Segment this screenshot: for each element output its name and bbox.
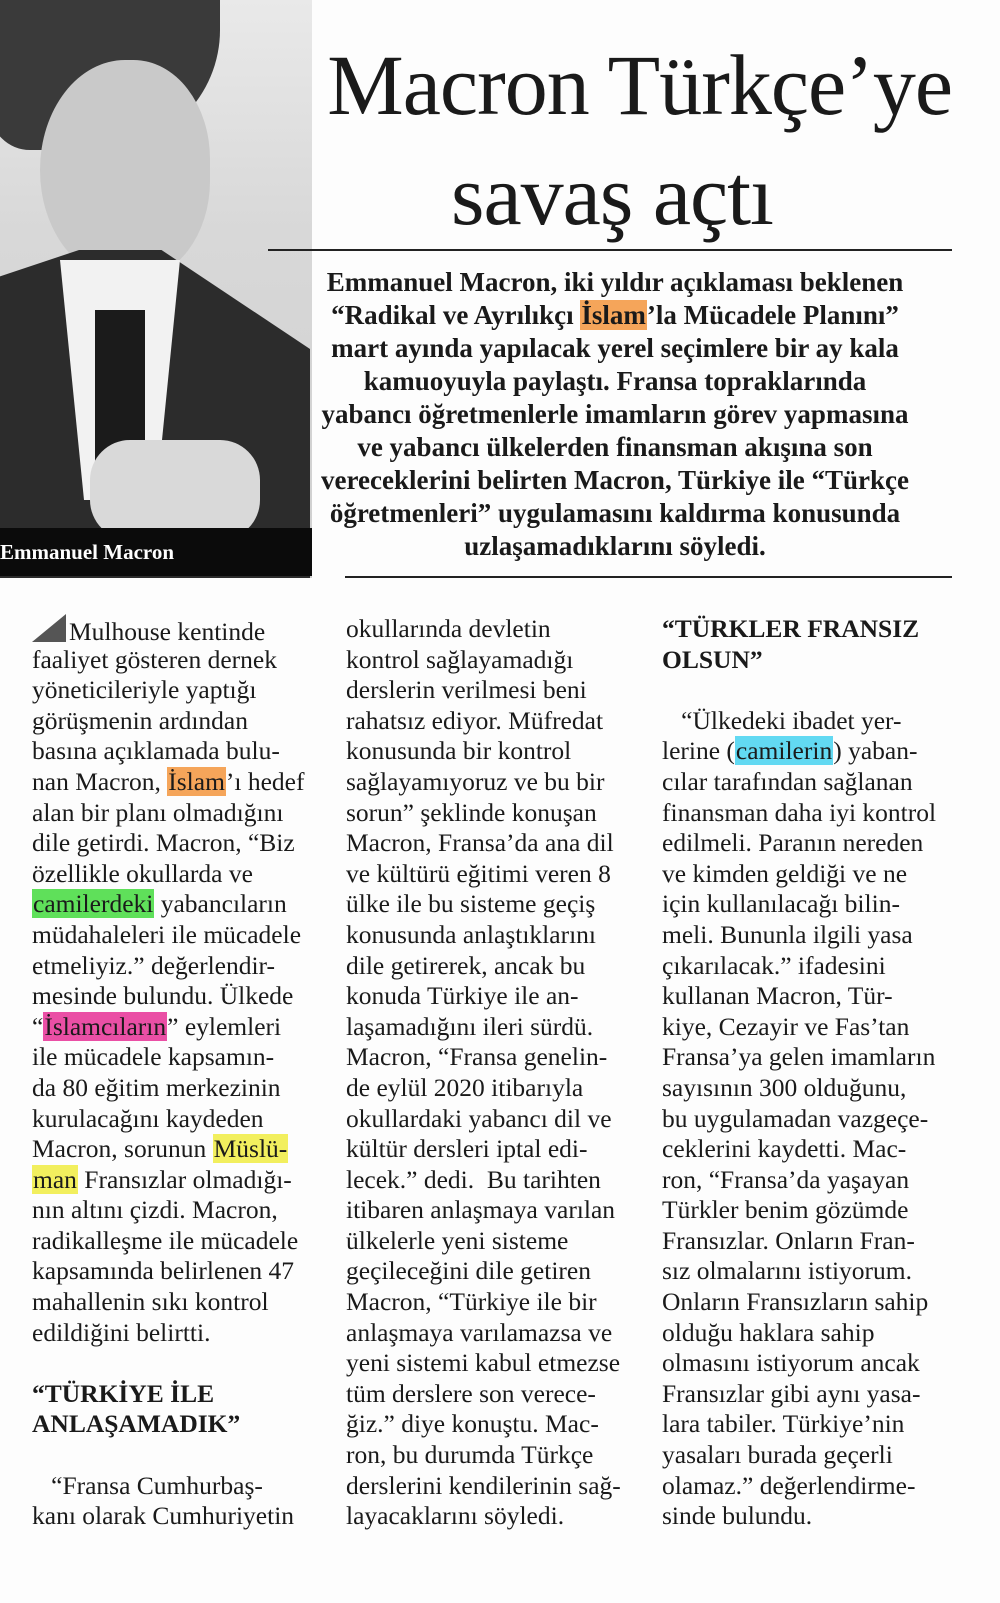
text-line	[32, 981, 332, 1012]
text-line	[346, 1379, 646, 1410]
lede	[270, 266, 960, 563]
text-segment: da 80 eğitim merkezinin	[32, 1072, 281, 1102]
text-segment: için kullanılacağı bilin-	[662, 889, 900, 919]
headline-line-2: savaş açtı	[451, 147, 773, 243]
text-segment: itibaren anlaşmaya varılan	[346, 1195, 616, 1225]
text-line	[32, 889, 332, 920]
text-line	[346, 614, 646, 645]
text-line	[346, 981, 646, 1012]
text-line	[32, 706, 332, 737]
text-line	[662, 828, 962, 859]
text-segment: yasaları burada geçerli	[662, 1440, 893, 1470]
text-segment: vereceklerini belirten Macron, Türkiye ile “Türkçe	[321, 465, 909, 495]
text-segment: anlaşmaya varılamazsa ve	[346, 1317, 613, 1347]
text-segment: olamaz.” değerlendirme-	[662, 1470, 916, 1500]
text-line	[32, 675, 332, 706]
text-line	[346, 798, 646, 829]
text-segment: konusunda anlaştıklarını	[346, 919, 596, 949]
text-segment: kiye, Cezayir ve Fas’tan	[662, 1011, 910, 1041]
text-segment: “Fransa Cumhurbaş-	[32, 1470, 263, 1500]
text-line	[32, 1256, 332, 1287]
text-line	[270, 530, 960, 563]
highlighted-word: camilerin	[735, 736, 833, 766]
text-line	[32, 1287, 332, 1318]
text-line	[346, 1287, 646, 1318]
text-segment: Onların Fransızların sahip	[662, 1287, 929, 1317]
text-line	[346, 1256, 646, 1287]
highlighted-word: İslam	[168, 766, 225, 796]
text-line	[346, 1012, 646, 1043]
text-segment: Emmanuel Macron, iki yıldır açıklaması beklenen	[326, 267, 904, 297]
highlighted-word: İslam	[581, 300, 646, 330]
text-segment: layacaklarını söyledi.	[346, 1501, 565, 1531]
rule-top	[268, 249, 952, 251]
text-segment: de eylül 2020 itibarıyla	[346, 1072, 584, 1102]
text-segment: olduğu haklara sahip	[662, 1317, 875, 1347]
text-segment: lerine (	[662, 736, 735, 766]
text-segment: çıkarılacak.” ifadesini	[662, 950, 886, 980]
text-segment: kapsamında belirlenen 47	[32, 1256, 294, 1286]
text-segment: cılar tarafından sağlanan	[662, 766, 913, 796]
text-segment: yabancı öğretmenlerle imamların görev yapmasına	[321, 399, 909, 429]
text-segment: yabancıların	[154, 889, 287, 919]
photo-caption: Emmanuel Macron	[0, 528, 312, 576]
text-line	[662, 1440, 962, 1471]
text-segment: öğretmenleri” uygulamasını kaldırma konusunda	[329, 498, 901, 528]
column-1	[32, 614, 332, 1532]
text-line	[662, 675, 962, 706]
subheading: “TÜRKLER FRANSIZ	[662, 614, 920, 643]
text-line	[346, 1409, 646, 1440]
text-segment: kurulacağını kaydeden	[32, 1103, 264, 1133]
text-line	[270, 299, 960, 332]
text-segment: Mulhouse kentinde	[69, 617, 266, 646]
text-line	[32, 614, 332, 645]
text-line	[346, 1195, 646, 1226]
text-line	[346, 675, 646, 706]
text-segment: kanı olarak Cumhuriyetin	[32, 1501, 295, 1531]
text-line	[32, 1195, 332, 1226]
subheading: OLSUN”	[662, 644, 763, 674]
text-segment: kullanan Macron, Tür-	[662, 981, 893, 1011]
text-line	[32, 736, 332, 767]
text-line	[662, 767, 962, 798]
headline-line-1: Macron Türkçe’ye	[327, 37, 952, 133]
text-segment: Macron, “Türkiye ile bir	[346, 1287, 597, 1317]
text-segment: olmasını istiyorum ancak	[662, 1348, 920, 1378]
highlighted-word: İslamcıların	[44, 1011, 167, 1041]
text-line	[662, 1104, 962, 1135]
text-line	[662, 798, 962, 829]
text-line	[662, 1287, 962, 1318]
text-segment: ) yaban-	[833, 736, 918, 766]
text-line	[346, 1501, 646, 1532]
text-segment: derslerin verilmesi beni	[346, 675, 587, 705]
text-line	[346, 1073, 646, 1104]
text-line	[662, 1256, 962, 1287]
text-line	[32, 767, 332, 798]
text-line	[662, 1195, 962, 1226]
text-segment: basına açıklamada bulu-	[32, 736, 280, 766]
text-line	[662, 889, 962, 920]
text-line	[662, 1012, 962, 1043]
highlighted-word: camilerdeki	[33, 889, 154, 919]
text-line	[32, 1012, 332, 1043]
text-line	[346, 706, 646, 737]
text-segment: meli. Bununla ilgili yasa	[662, 919, 913, 949]
text-line	[32, 1073, 332, 1104]
text-line	[662, 1134, 962, 1165]
text-line	[32, 1134, 332, 1165]
text-segment: bu uygulamadan vazgeçe-	[662, 1103, 929, 1133]
text-segment: sinde bulundu.	[662, 1501, 813, 1531]
text-line	[662, 1318, 962, 1349]
text-segment: rahatsız ediyor. Müfredat	[346, 705, 604, 735]
text-segment: sorun” şeklinde konuşan	[346, 797, 597, 827]
text-line	[662, 1379, 962, 1410]
text-segment: ve yabancı ülkelerden finansman akışına son	[357, 432, 873, 462]
text-segment: mahallenin sıkı kontrol	[32, 1287, 269, 1317]
text-segment: konuda Türkiye ile an-	[346, 981, 579, 1011]
text-segment: finansman daha iyi kontrol	[662, 797, 937, 827]
text-segment: alan bir planı olmadığını	[32, 797, 284, 827]
text-segment: kontrol sağlayamadığı	[346, 644, 574, 674]
text-line	[346, 828, 646, 859]
text-line	[662, 1042, 962, 1073]
text-line	[270, 266, 960, 299]
text-line	[346, 1165, 646, 1196]
highlighted-word: man	[33, 1164, 77, 1194]
text-line	[662, 1348, 962, 1379]
subheading: “TÜRKİYE İLE	[32, 1378, 215, 1408]
text-segment: edildiğini belirtti.	[32, 1317, 211, 1347]
text-segment: ’la Mücadele Planını”	[646, 300, 899, 330]
rule-bottom	[345, 576, 952, 578]
text-line	[32, 1440, 332, 1471]
text-line	[662, 1073, 962, 1104]
text-line	[32, 951, 332, 982]
text-line	[32, 1379, 332, 1410]
text-segment: Fransa’ya gelen imamların	[662, 1042, 936, 1072]
subheading: ANLAŞAMADIK”	[32, 1409, 241, 1439]
text-segment: müdahaleleri ile mücadele	[32, 919, 302, 949]
text-segment: geçileceğini dile getiren	[346, 1256, 591, 1286]
text-segment: okullarında devletin	[346, 614, 551, 643]
text-line	[662, 981, 962, 1012]
text-segment: ron, “Fransa’da yaşayan	[662, 1164, 910, 1194]
text-segment: ile mücadele kapsamın-	[32, 1042, 275, 1072]
text-segment: “Ülkedeki ibadet yer-	[662, 705, 902, 735]
text-line	[662, 859, 962, 890]
text-segment: ’ı hedef	[225, 766, 305, 796]
text-segment: tüm derslere son verece-	[346, 1378, 596, 1408]
text-line	[346, 1134, 646, 1165]
text-line	[346, 767, 646, 798]
text-segment: sız olmalarını istiyorum.	[662, 1256, 913, 1286]
text-line	[270, 365, 960, 398]
text-segment: faaliyet gösteren dernek	[32, 644, 277, 674]
text-segment: radikalleşme ile mücadele	[32, 1225, 299, 1255]
text-line	[662, 645, 962, 676]
text-segment: Macron, sorunun	[32, 1134, 213, 1164]
text-segment: konusunda bir kontrol	[346, 736, 572, 766]
text-line	[270, 332, 960, 365]
text-line	[270, 431, 960, 464]
text-segment: görüşmenin ardından	[32, 705, 248, 735]
text-line	[32, 798, 332, 829]
text-line	[32, 828, 332, 859]
text-line	[32, 920, 332, 951]
text-line	[32, 1165, 332, 1196]
text-line	[662, 1501, 962, 1532]
text-line	[346, 951, 646, 982]
column-2	[346, 614, 646, 1532]
text-segment: kültür dersleri iptal edi-	[346, 1134, 588, 1164]
text-line	[270, 398, 960, 431]
text-segment: sağlayamıyoruz ve bu bir	[346, 766, 605, 796]
text-segment: ğiz.” diye konuştu. Mac-	[346, 1409, 599, 1439]
text-segment: yöneticileriyle yaptığı	[32, 675, 257, 705]
text-segment: mesinde bulundu. Ülkede	[32, 981, 294, 1011]
text-line	[346, 1440, 646, 1471]
text-segment: Macron, Fransa’da ana dil	[346, 828, 614, 858]
text-line	[32, 1318, 332, 1349]
text-segment: ” eylemleri	[167, 1011, 282, 1041]
text-segment: “	[32, 1011, 44, 1041]
text-line	[270, 464, 960, 497]
text-line	[662, 920, 962, 951]
text-segment: dile getirdi. Macron, “Biz	[32, 828, 295, 858]
text-segment: ron, bu durumda Türkçe	[346, 1440, 594, 1470]
text-segment: ceklerini kaydetti. Mac-	[662, 1134, 907, 1164]
text-line	[32, 1409, 332, 1440]
text-line	[346, 920, 646, 951]
text-line	[662, 736, 962, 767]
text-segment: Macron, “Fransa genelin-	[346, 1042, 608, 1072]
text-segment: ülke ile bu sisteme geçiş	[346, 889, 596, 919]
text-line	[346, 645, 646, 676]
text-line	[32, 1471, 332, 1502]
text-line	[32, 859, 332, 890]
text-segment: edilmeli. Paranın nereden	[662, 828, 924, 858]
text-segment: derslerini kendilerinin sağ-	[346, 1470, 621, 1500]
text-segment: ve kimden geldiği ve ne	[662, 858, 908, 888]
text-line	[32, 1042, 332, 1073]
text-segment: ülkelerle yeni sisteme	[346, 1225, 569, 1255]
text-segment: yeni sistemi kabul etmezse	[346, 1348, 621, 1378]
column-3	[662, 614, 962, 1532]
text-segment: Fransızlar gibi aynı yasa-	[662, 1378, 921, 1408]
text-segment: mart ayında yapılacak yerel seçimlere bir ay kala	[331, 333, 899, 363]
text-line	[662, 706, 962, 737]
text-line	[32, 1226, 332, 1257]
text-segment: okullardaki yabancı dil ve	[346, 1103, 612, 1133]
text-segment: lecek.” dedi. Bu tarihten	[346, 1164, 601, 1194]
text-line	[32, 1501, 332, 1532]
text-line	[662, 614, 962, 645]
text-segment: etmeliyiz.” değerlendir-	[32, 950, 276, 980]
text-line	[346, 1348, 646, 1379]
text-segment: nın altını çizdi. Macron,	[32, 1195, 278, 1225]
text-segment: uzlaşamadıklarını söyledi.	[464, 531, 766, 561]
text-segment: laşamadığını ileri sürdü.	[346, 1011, 594, 1041]
text-line	[662, 1409, 962, 1440]
highlighted-word: Müslü-	[213, 1134, 288, 1164]
text-line	[662, 951, 962, 982]
text-segment: Fransızlar. Onların Fran-	[662, 1225, 915, 1255]
text-segment: Fransızlar olmadığı-	[77, 1164, 292, 1194]
text-line	[32, 1104, 332, 1135]
text-line	[346, 1471, 646, 1502]
text-segment: sayısının 300 olduğunu,	[662, 1072, 907, 1102]
text-line	[346, 889, 646, 920]
text-line	[662, 1471, 962, 1502]
text-line	[270, 497, 960, 530]
headline	[262, 30, 962, 250]
text-line	[32, 1348, 332, 1379]
text-line	[32, 645, 332, 676]
text-line	[346, 736, 646, 767]
text-segment: Türkler benim gözümde	[662, 1195, 909, 1225]
text-line	[662, 1226, 962, 1257]
text-line	[346, 1318, 646, 1349]
text-line	[662, 1165, 962, 1196]
text-segment: lara tabiler. Türkiye’nin	[662, 1409, 905, 1439]
text-segment: “Radikal ve Ayrılıkçı	[331, 300, 581, 330]
text-segment: kamuoyuyla paylaştı. Fransa topraklarında	[363, 366, 867, 396]
lead-triangle-icon	[32, 614, 66, 642]
text-segment: dile getirerek, ancak bu	[346, 950, 586, 980]
text-segment: özellikle okullarda ve	[32, 858, 253, 888]
text-line	[346, 1226, 646, 1257]
text-segment: nan Macron,	[32, 766, 168, 796]
text-line	[346, 1104, 646, 1135]
text-line	[346, 859, 646, 890]
text-line	[346, 1042, 646, 1073]
text-segment: ve kültürü eğitimi veren 8	[346, 858, 611, 888]
